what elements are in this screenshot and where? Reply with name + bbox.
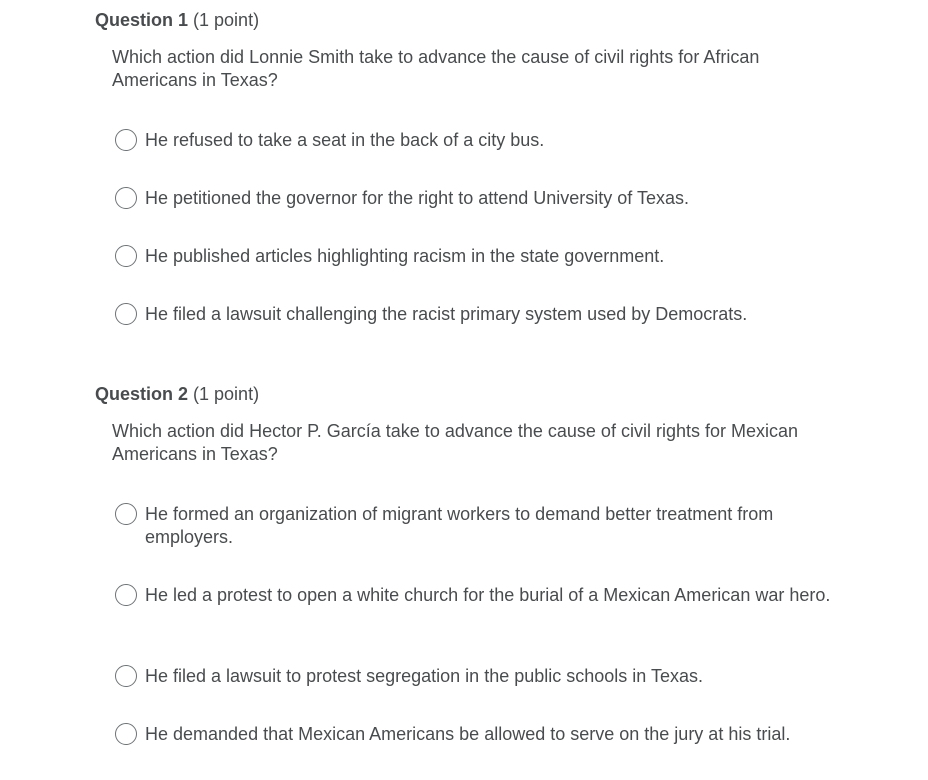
option-label: He published articles highlighting racism in the state government.: [145, 246, 665, 266]
option-label: He filed a lawsuit challenging the racist primary system used by Democrats.: [145, 304, 748, 324]
question-1-title: [95, 8, 259, 32]
question-2-prompt: Which action did Hector P. García take to advance the cause of civil rights for Mexican Americans in Texas?: [112, 421, 798, 464]
question-2-number: Question 2: [95, 384, 189, 404]
radio-button[interactable]: [115, 245, 137, 267]
option-label: He refused to take a seat in the back of a city bus.: [145, 130, 545, 150]
question-2-points: (1 point): [193, 384, 260, 404]
question-1-number: Question 1: [95, 10, 189, 30]
radio-button[interactable]: [115, 303, 137, 325]
radio-button[interactable]: [115, 665, 137, 687]
question-1-points: (1 point): [193, 10, 260, 30]
option-label: He formed an organization of migrant workers to demand better treatment from employers.: [145, 504, 774, 547]
radio-button[interactable]: [115, 187, 137, 209]
question-1-prompt: Which action did Lonnie Smith take to advance the cause of civil rights for African Americans in Texas?: [112, 47, 760, 90]
radio-button[interactable]: [115, 723, 137, 745]
option-label: He petitioned the governor for the right to attend University of Texas.: [145, 188, 689, 208]
radio-button[interactable]: [115, 129, 137, 151]
option-label: He led a protest to open a white church for the burial of a Mexican American war hero.: [145, 585, 831, 605]
radio-button[interactable]: [115, 503, 137, 525]
question-2-title: [95, 382, 259, 406]
option-label: He demanded that Mexican Americans be allowed to serve on the jury at his trial.: [145, 724, 791, 744]
radio-button[interactable]: [115, 584, 137, 606]
option-label: He filed a lawsuit to protest segregation in the public schools in Texas.: [145, 666, 703, 686]
